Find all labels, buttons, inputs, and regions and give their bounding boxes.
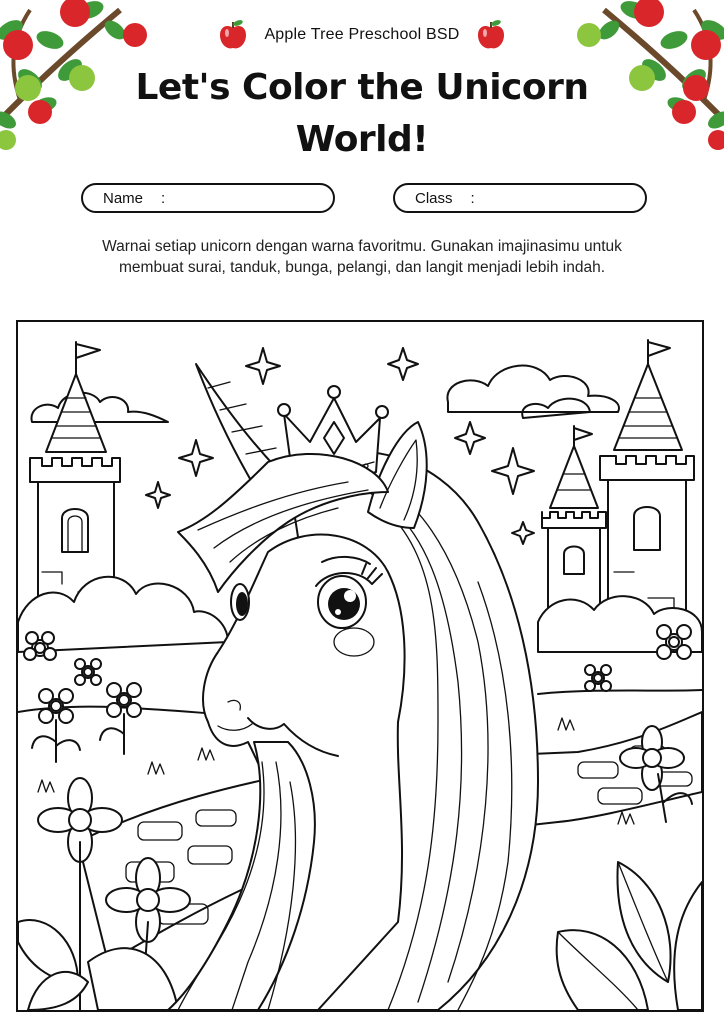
- name-field[interactable]: [81, 183, 335, 213]
- class-field[interactable]: [393, 183, 647, 213]
- ground-line-right: [538, 690, 702, 694]
- instructions-text: [30, 236, 694, 278]
- school-name: Apple Tree Preschool BSD: [264, 26, 460, 43]
- title-line-2: World!: [295, 119, 429, 160]
- flower-icon: [39, 689, 73, 723]
- unicorn-coloring-illustration: [18, 322, 702, 1010]
- school-header: [0, 18, 724, 52]
- flower-icon: [75, 659, 101, 685]
- instructions-line-1: Warnai setiap unicorn dengan warna favoritmu. Gunakan imajinasimu untuk: [102, 238, 622, 255]
- instructions-line-2: membuat surai, tanduk, bunga, pelangi, dan langit menjadi lebih indah.: [119, 259, 605, 276]
- unicorn-eye-left: [231, 584, 249, 620]
- class-separator: :: [470, 189, 475, 207]
- flower-icon: [585, 665, 611, 691]
- page-title: [0, 62, 724, 166]
- cloud-left-icon: [31, 393, 168, 422]
- coloring-frame: [16, 320, 704, 1012]
- apple-icon: [218, 19, 248, 51]
- name-separator: :: [161, 189, 166, 207]
- apple-icon: [476, 19, 506, 51]
- name-label: Name: [103, 189, 144, 207]
- flower-icon: [107, 683, 141, 717]
- cloud-small-icon: [522, 399, 590, 418]
- title-line-1: Let's Color the Unicorn: [135, 67, 589, 108]
- class-label: Class: [415, 189, 453, 207]
- leaf-plant-right: [557, 862, 702, 1010]
